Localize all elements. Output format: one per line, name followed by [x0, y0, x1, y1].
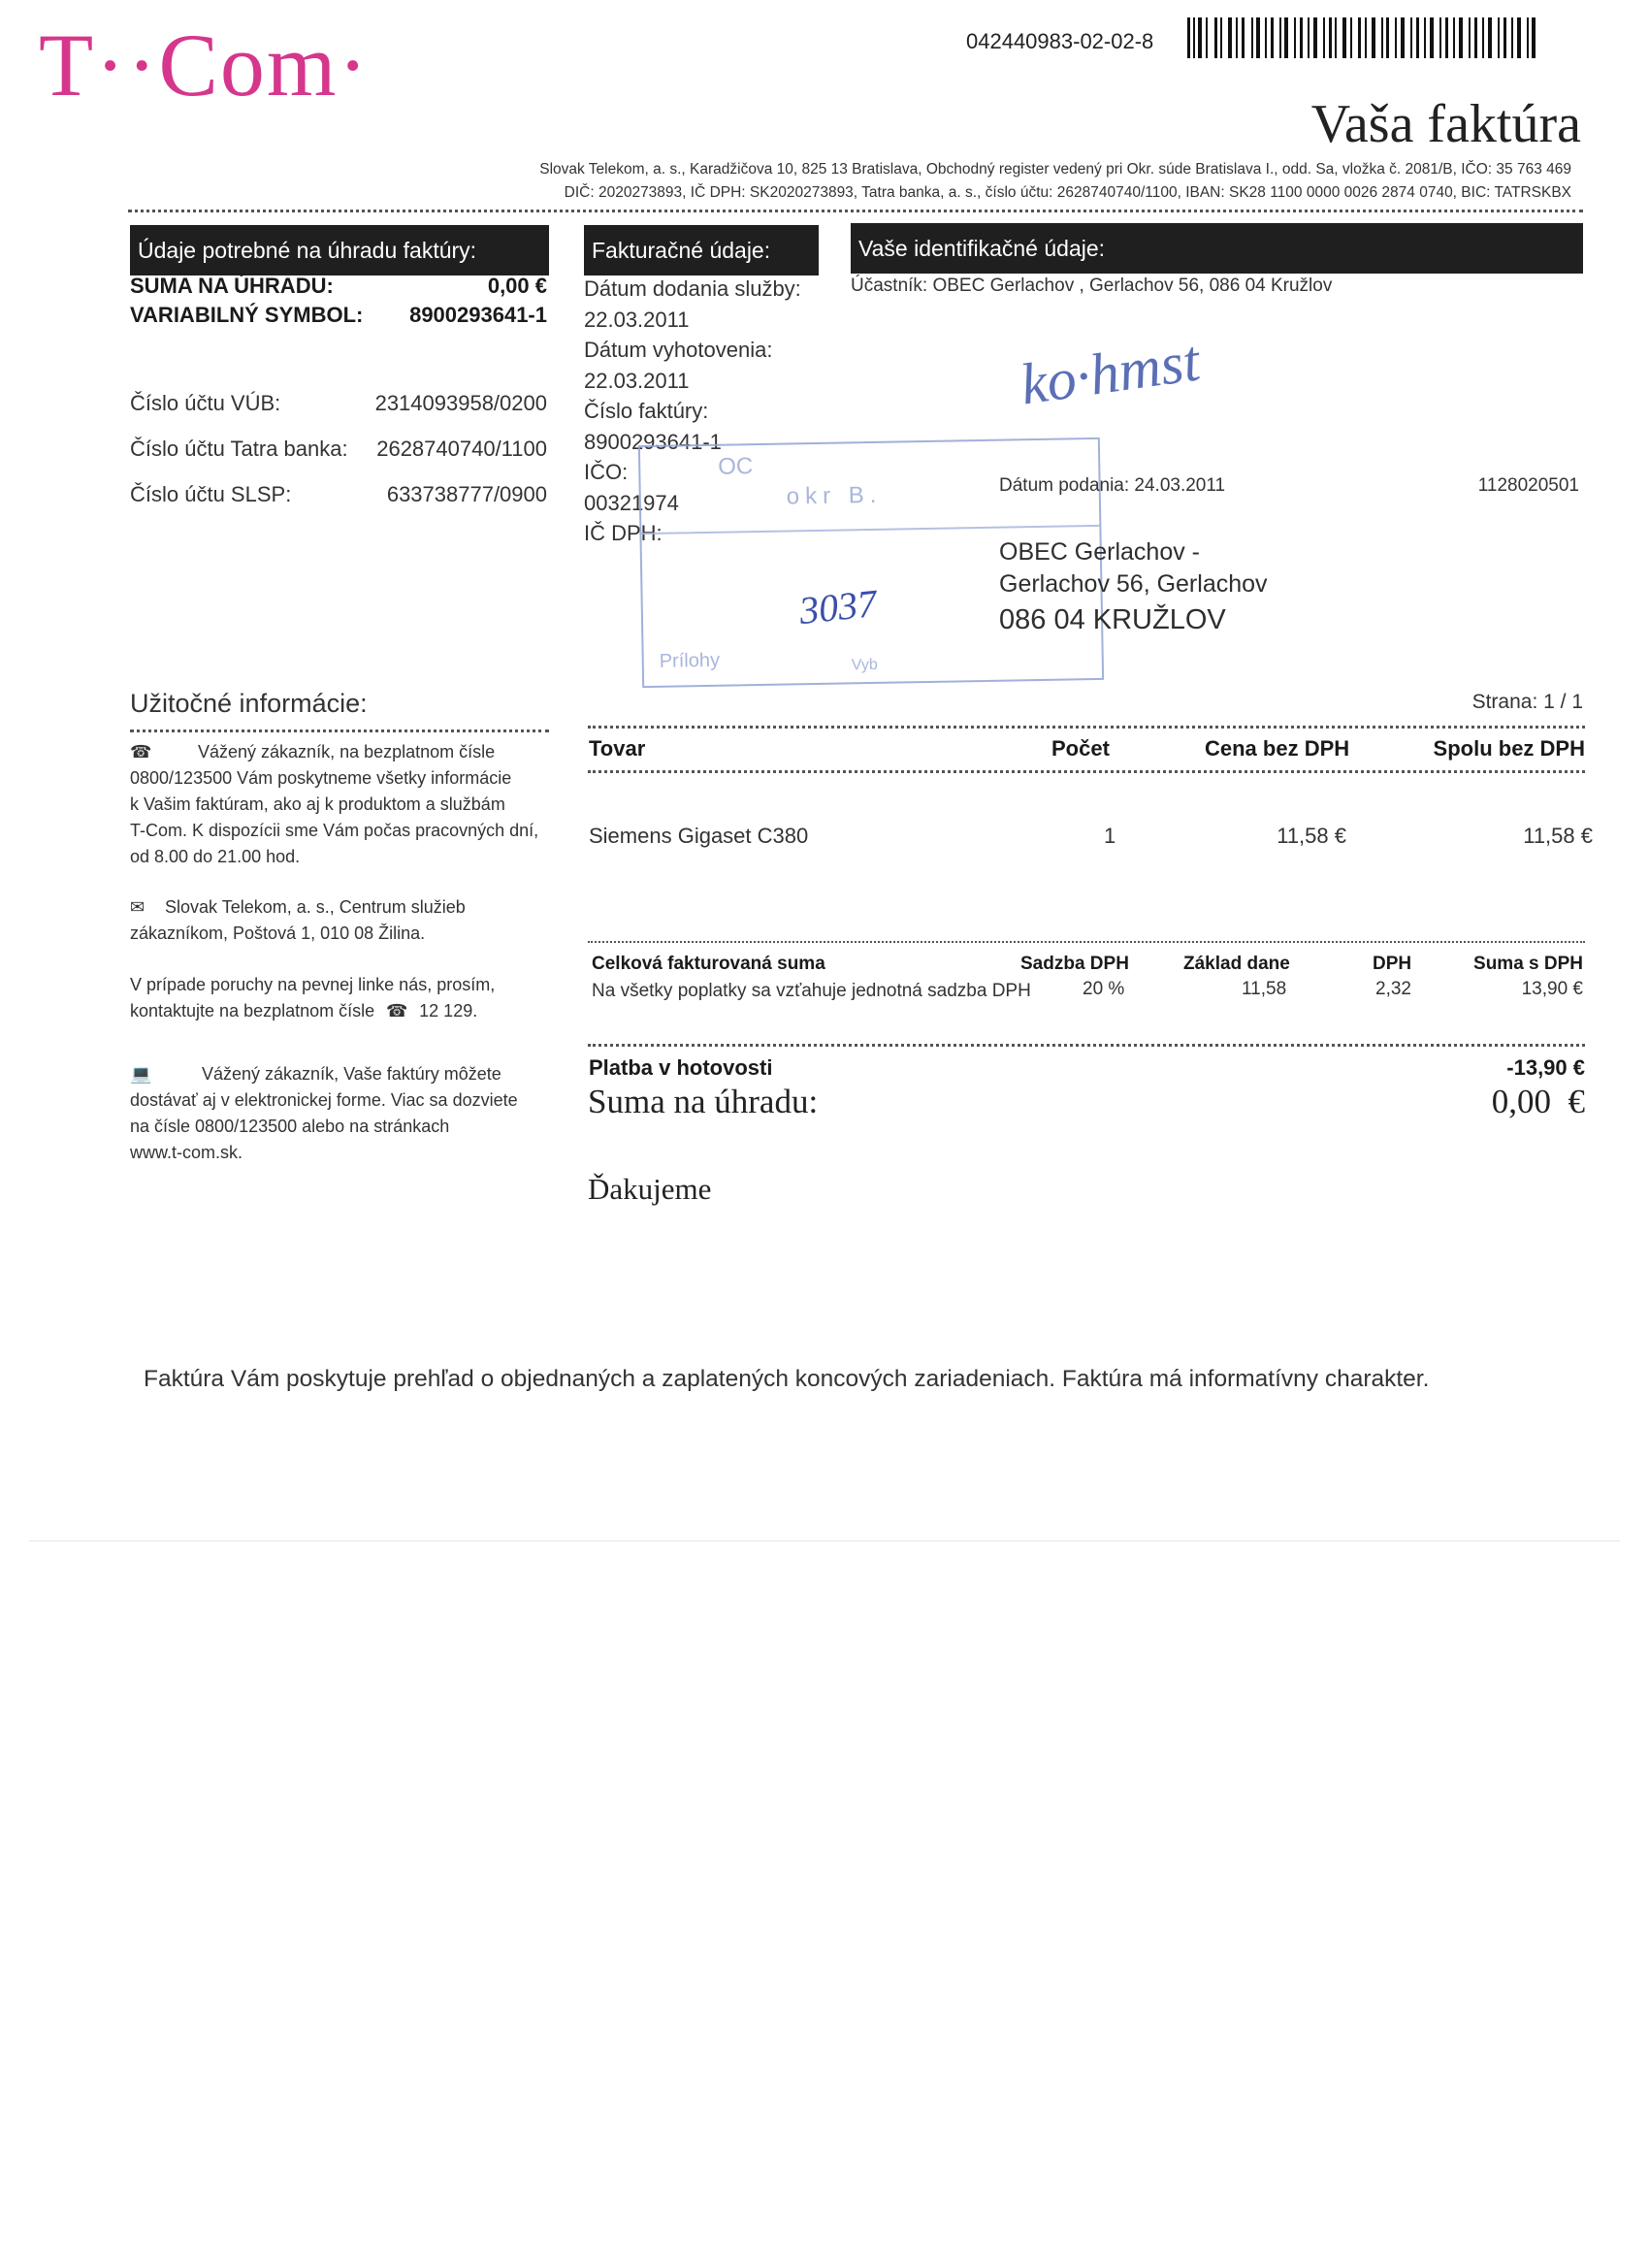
- items-col-pocet: Počet: [1051, 736, 1110, 761]
- summary-row-dph: 2,32: [1375, 979, 1411, 999]
- summary-col-dph: DPH: [1373, 954, 1412, 974]
- useful-p1-b: 0800/123500 Vám poskytneme všetky informácie: [130, 768, 512, 788]
- useful-p4-d: www.t-com.sk.: [130, 1143, 243, 1162]
- summary-row-desc: Na všetky poplatky sa vzťahuje jednotná sadzba DPH: [592, 981, 1031, 1001]
- company-line-1: Slovak Telekom, a. s., Karadžičova 10, 825 13 Bratislava, Obchodný register vedený pri Okr. súde Bratislava I., odd. Sa, vložka č. 2081/B, IČO: 35 763 469: [539, 161, 1571, 178]
- address-line-2: Gerlachov 56, Gerlachov: [999, 570, 1268, 598]
- barcode-icon: [1187, 17, 1536, 58]
- items-col-tovar: Tovar: [589, 736, 646, 761]
- items-header-divider: [588, 770, 1585, 773]
- invoice-title: Vaša faktúra: [1310, 94, 1581, 154]
- useful-p1-a: Vážený zákazník, na bezplatnom čísle: [198, 742, 496, 761]
- items-col-cena: Cena bez DPH: [1205, 736, 1350, 761]
- handwritten-signature: [1017, 327, 1204, 418]
- useful-p4-c: na čísle 0800/123500 alebo na stránkach: [130, 1117, 450, 1136]
- total-value: 0,00 €: [1491, 1083, 1585, 1120]
- issue-date-value: 22.03.2011: [584, 368, 690, 393]
- item-row-name: Siemens Gigaset C380: [589, 824, 809, 848]
- stamp-number: 3037: [796, 580, 880, 633]
- participant-line: Účastník: OBEC Gerlachov , Gerlachov 56, 086 04 Kružlov: [851, 275, 1333, 296]
- account-value-vub: 2314093958/0200: [374, 391, 547, 415]
- header-divider: [128, 210, 1583, 212]
- summary-col-sum: Suma s DPH: [1473, 954, 1583, 974]
- cash-divider: [588, 1044, 1585, 1047]
- brand-logo-text: T··Com·: [39, 16, 371, 114]
- invoice-header: Fakturačné údaje:: [584, 225, 819, 275]
- useful-p1-e: od 8.00 do 21.00 hod.: [130, 847, 301, 866]
- brand-logo: [39, 14, 370, 116]
- invoice-number-label: Číslo faktúry:: [584, 399, 709, 423]
- useful-p1-c: k Vašim faktúram, ako aj k produktom a službám: [130, 794, 505, 814]
- cash-label: Platba v hotovosti: [589, 1055, 773, 1080]
- useful-info-p2: [130, 894, 466, 947]
- phone-icon: ☎: [130, 742, 152, 761]
- summary-row-base: 11,58: [1242, 979, 1287, 999]
- signature-text: ko·hmst: [1017, 328, 1204, 417]
- page-label: Strana: 1 / 1: [1471, 691, 1583, 713]
- recipient-address: [999, 536, 1268, 639]
- useful-info-p1: [130, 739, 557, 870]
- thanks-text: Ďakujeme: [588, 1172, 712, 1206]
- identification-header: Vaše identifikačné údaje:: [851, 223, 1583, 274]
- useful-info-p4: [130, 1061, 555, 1166]
- ic-dph-label: IČ DPH:: [584, 521, 663, 545]
- address-line-3: 086 04 KRUŽLOV: [999, 604, 1226, 635]
- useful-divider: [130, 729, 549, 732]
- account-label-vub: Číslo účtu VÚB:: [130, 391, 281, 415]
- useful-info-p3: [130, 972, 495, 1024]
- account-value-tatra: 2628740740/1100: [376, 437, 547, 461]
- issue-date-label: Dátum vyhotovenia:: [584, 338, 773, 362]
- address-line-1: OBEC Gerlachov -: [999, 538, 1201, 566]
- computer-icon: 💻: [130, 1064, 152, 1084]
- sum-value: 0,00 €: [487, 274, 547, 298]
- useful-p1-d: T-Com. K dispozícii sme Vám počas pracovných dní,: [130, 821, 539, 840]
- item-row-price: 11,58 €: [1277, 824, 1346, 848]
- summary-row-sum: 13,90 €: [1521, 979, 1583, 999]
- stamp-fragment-mid: okr B.: [786, 481, 883, 510]
- scan-fold-line: [29, 1540, 1620, 1541]
- useful-p4-a: Vážený zákazník, Vaše faktúry môžete: [202, 1064, 501, 1084]
- sum-label: SUMA NA ÚHRADU:: [130, 274, 334, 298]
- stamp-fragment-bottom2: Vyb: [851, 656, 878, 674]
- document-code: 1128020501: [1477, 475, 1579, 496]
- stamp-fragment-top: OC: [718, 453, 754, 480]
- useful-p3-b: kontaktujte na bezplatnom čísle: [130, 1001, 375, 1021]
- cash-value: -13,90 €: [1506, 1055, 1585, 1080]
- useful-p2-a: Slovak Telekom, a. s., Centrum služieb: [165, 897, 466, 917]
- vs-value: 8900293641-1: [409, 303, 547, 327]
- mail-icon: ✉: [130, 897, 146, 917]
- filed-date: Dátum podania: 24.03.2011: [999, 475, 1226, 496]
- ico-label: IČO:: [584, 460, 629, 484]
- summary-col-base: Základ dane: [1183, 954, 1290, 974]
- items-top-divider: [588, 726, 1585, 729]
- delivery-date-value: 22.03.2011: [584, 307, 690, 332]
- invoice-number-value: 8900293641-1: [584, 429, 722, 454]
- total-label: Suma na úhradu:: [588, 1083, 819, 1120]
- vs-label: VARIABILNÝ SYMBOL:: [130, 303, 364, 327]
- account-label-slsp: Číslo účtu SLSP:: [130, 482, 292, 506]
- useful-info-title: Užitočné informácie:: [130, 689, 368, 718]
- useful-p3-a: V prípade poruchy na pevnej linke nás, prosím,: [130, 975, 496, 994]
- summary-row-rate: 20 %: [1083, 979, 1125, 999]
- summary-col-total: Celková fakturovaná suma: [592, 954, 825, 974]
- stamp-fragment-bottom: Prílohy: [659, 649, 721, 672]
- account-label-tatra: Číslo účtu Tatra banka:: [130, 437, 348, 461]
- payment-header: Údaje potrebné na úhradu faktúry:: [130, 225, 549, 275]
- useful-p3-phone: 12 129.: [419, 1001, 478, 1021]
- stamp-divider: [641, 525, 1099, 535]
- account-value-slsp: 633738777/0900: [386, 482, 547, 506]
- company-line-2: DIČ: 2020273893, IČ DPH: SK2020273893, Tatra banka, a. s., číslo účtu: 2628740740/1100, IBAN: SK28 1100 0000 0026 2874 0740, BIC: TATRSKBX: [564, 184, 1571, 201]
- useful-p2-b: zákazníkom, Poštová 1, 010 08 Žilina.: [130, 923, 426, 943]
- delivery-date-label: Dátum dodania služby:: [584, 276, 801, 301]
- item-row-count: 1: [1104, 824, 1116, 848]
- barcode-number: 042440983-02-02-8: [966, 29, 1154, 53]
- item-row-total: 11,58 €: [1523, 824, 1593, 848]
- phone-icon-2: ☎: [385, 1001, 408, 1021]
- footer-note: Faktúra Vám poskytuje prehľad o objednaných a zaplatených koncových zariadeniach. Faktúra má informatívny charakter.: [144, 1366, 1430, 1392]
- ico-value: 00321974: [584, 490, 679, 515]
- useful-p4-b: dostávať aj v elektronickej forme. Viac sa dozviete: [130, 1090, 518, 1110]
- summary-top-divider: [588, 941, 1585, 943]
- summary-col-rate: Sadzba DPH: [1020, 954, 1129, 974]
- items-col-spolu: Spolu bez DPH: [1433, 736, 1585, 761]
